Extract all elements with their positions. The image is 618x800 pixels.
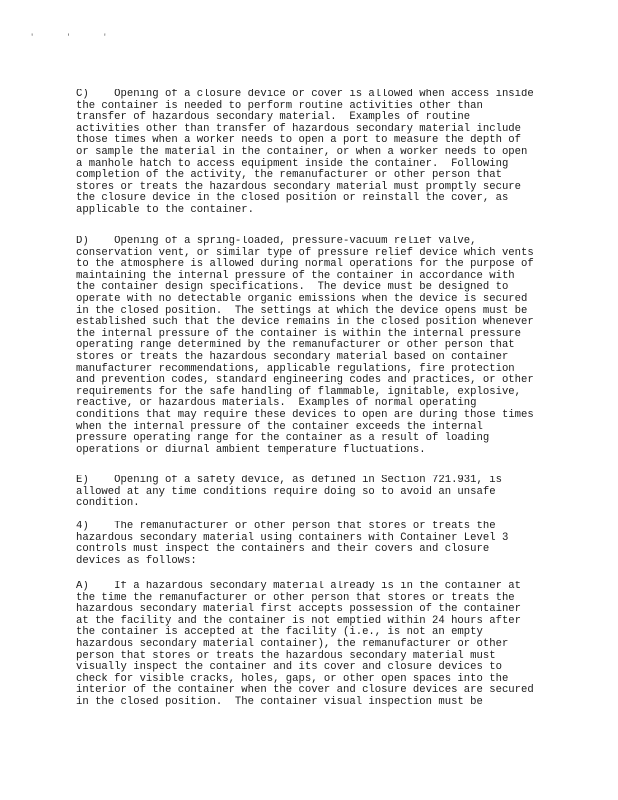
paragraph-d: D) Opening of a spring-loaded, pressure-vacuum relief valve, conservation vent, or similar type of pressure relief device which vents to the atmosphere is allowed during normal operations for the purpose of maintaining the internal pressure of the container in accordance with the container design specifications. The device must be designed to operate with no detectable organic emissions when the device is secured in the closed position. The settings at which the device opens must be established such that the device remains in the closed position whenever the internal pressure of the container is within the internal pressure operating range determined by the remanufacturer or other person that stores or treats the hazardous secondary material based on container manufacturer recommendations, applicable regulations, fire protection and prevention codes, standard engineering codes and practices, or other requirements for the safe handling of flammable, ignitable, explosive, reactive, or hazardous materials. Examples of normal operating conditions that may require these devices to open are during those times when the internal pressure of the container exceeds the internal pressure operating range for the container as a result of loading operations or diurnal ambient temperature fluctuations.: [76, 236, 534, 456]
scan-artifact-marks: ' ' ': [30, 34, 122, 42]
paragraph-c: C) Opening of a closure device or cover is allowed when access inside the container is needed to perform routine activities other than transfer of hazardous secondary material. Examples of routine activities other than transfer of hazardous secondary material include those times when a worker needs to open a port to measure the depth of or sample the material in the container, or when a worker needs to open a manhole hatch to access equipment inside the container. Following completion of the activity, the remanufacturer or other person that stores or treats the hazardous secondary material must promptly secure the closure device in the closed position or reinstall the cover, as applicable to the container.: [76, 89, 534, 216]
paragraph-4: 4) The remanufacturer or other person that stores or treats the hazardous secondary material using containers with Container Level 3 controls must inspect the containers and their covers and closure devices as follows:: [76, 521, 509, 567]
paragraph-a: A) If a hazardous secondary material already is in the container at the time the remanufacturer or other person that stores or treats the hazardous secondary material first accepts possession of the container at the facility and the container is not emptied within 24 hours after the container is accepted at the facility (i.e., is not an empty hazardous secondary material container), the remanufacturer or other person that stores or treats the hazardous secondary material must visually inspect the container and its cover and closure devices to check for visible cracks, holes, gaps, or other open spaces into the interior of the container when the cover and closure devices are secured in the closed position. The container visual inspection must be: [76, 581, 534, 708]
paragraph-e: E) Opening of a safety device, as defined in Section 721.931, is allowed at any time conditions require doing so to avoid an unsafe condition.: [76, 475, 502, 510]
